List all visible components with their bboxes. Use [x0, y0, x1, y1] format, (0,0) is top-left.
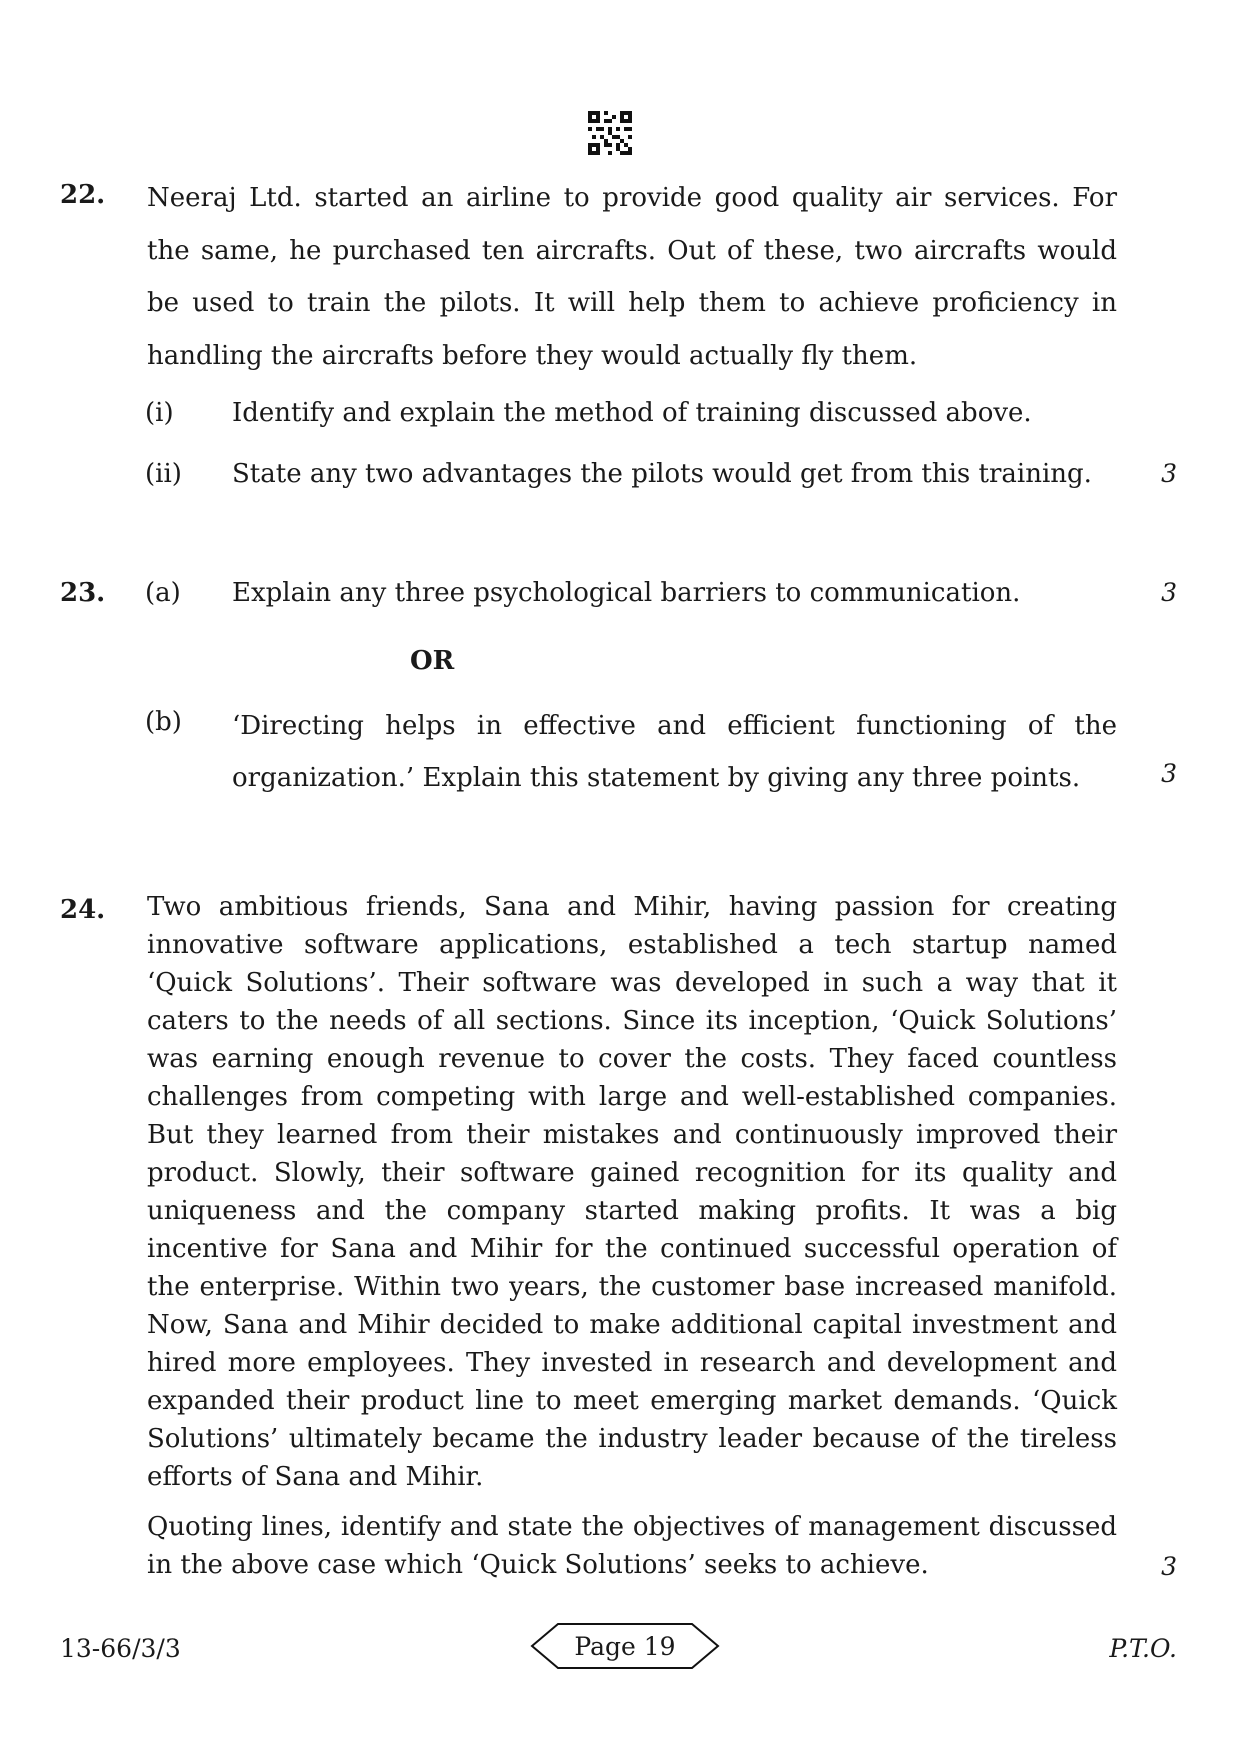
question-23-number: 23. — [60, 578, 106, 608]
question-24-marks: 3 — [1161, 1552, 1177, 1581]
question-23-b-text: ‘Directing helps in effective and efficient functioning of the organization.’ Explain this statement by giving any three points. — [232, 711, 1117, 793]
question-23-b-label: (b) — [145, 707, 182, 737]
question-22-part-i-text: Identify and explain the method of training discussed above. — [232, 398, 1032, 428]
question-22-part-ii-text: State any two advantages the pilots would get from this training. — [232, 459, 1092, 489]
qr-code-icon — [588, 111, 632, 155]
page-number: Page 19 — [574, 1631, 676, 1661]
question-24-question-text: Quoting lines, identify and state the objectives of management discussed in the above case which ‘Quick Solutions’ seeks to achieve. — [147, 1512, 1117, 1580]
page-number-tag — [530, 1622, 720, 1670]
question-23-b-marks: 3 — [1161, 759, 1177, 788]
question-23-a-marks: 3 — [1161, 578, 1177, 607]
question-24-number: 24. — [60, 895, 106, 925]
question-22-part-i-label: (i) — [145, 398, 174, 428]
or-separator: OR — [410, 646, 455, 676]
question-22-part-ii-label: (ii) — [145, 459, 182, 489]
question-22-text: Neeraj Ltd. started an airline to provide good quality air services. For the same, he purchased ten aircrafts. Out of these, two aircrafts would be used to train the pilots. It will help them to achieve proficiency in handling the aircrafts before they would actually fly them. — [147, 183, 1117, 371]
question-24-case-text: Two ambitious friends, Sana and Mihir, having passion for creating innovative software applications, established a tech startup named ‘Quick Solutions’. Their software was developed in such a way that it caters to the needs of all sections. Since its inception, ‘Quick Solutions’ was earning enough revenue to cover the costs. They faced countless challenges from competing with large and well-established companies. But they learned from their mistakes and continuously improved their product. Slowly, their software gained recognition for its quality and uniqueness and the company started making profits. It was a big incentive for Sana and Mihir for the continued successful operation of the enterprise. Within two years, the customer base increased manifold. Now, Sana and Mihir decided to make additional capital investment and hired more employees. They invested in research and development and expanded their product line to meet emerging market demands. ‘Quick Solutions’ ultimately became the industry leader because of the tireless efforts of Sana and Mihir. — [147, 892, 1117, 1492]
question-23-a-label: (a) — [145, 578, 181, 608]
question-22-marks: 3 — [1161, 459, 1177, 488]
please-turn-over: P.T.O. — [1109, 1634, 1177, 1663]
question-22-number: 22. — [60, 180, 106, 210]
question-23-a-text: Explain any three psychological barriers to communication. — [232, 578, 1021, 608]
paper-code: 13-66/3/3 — [60, 1634, 181, 1663]
